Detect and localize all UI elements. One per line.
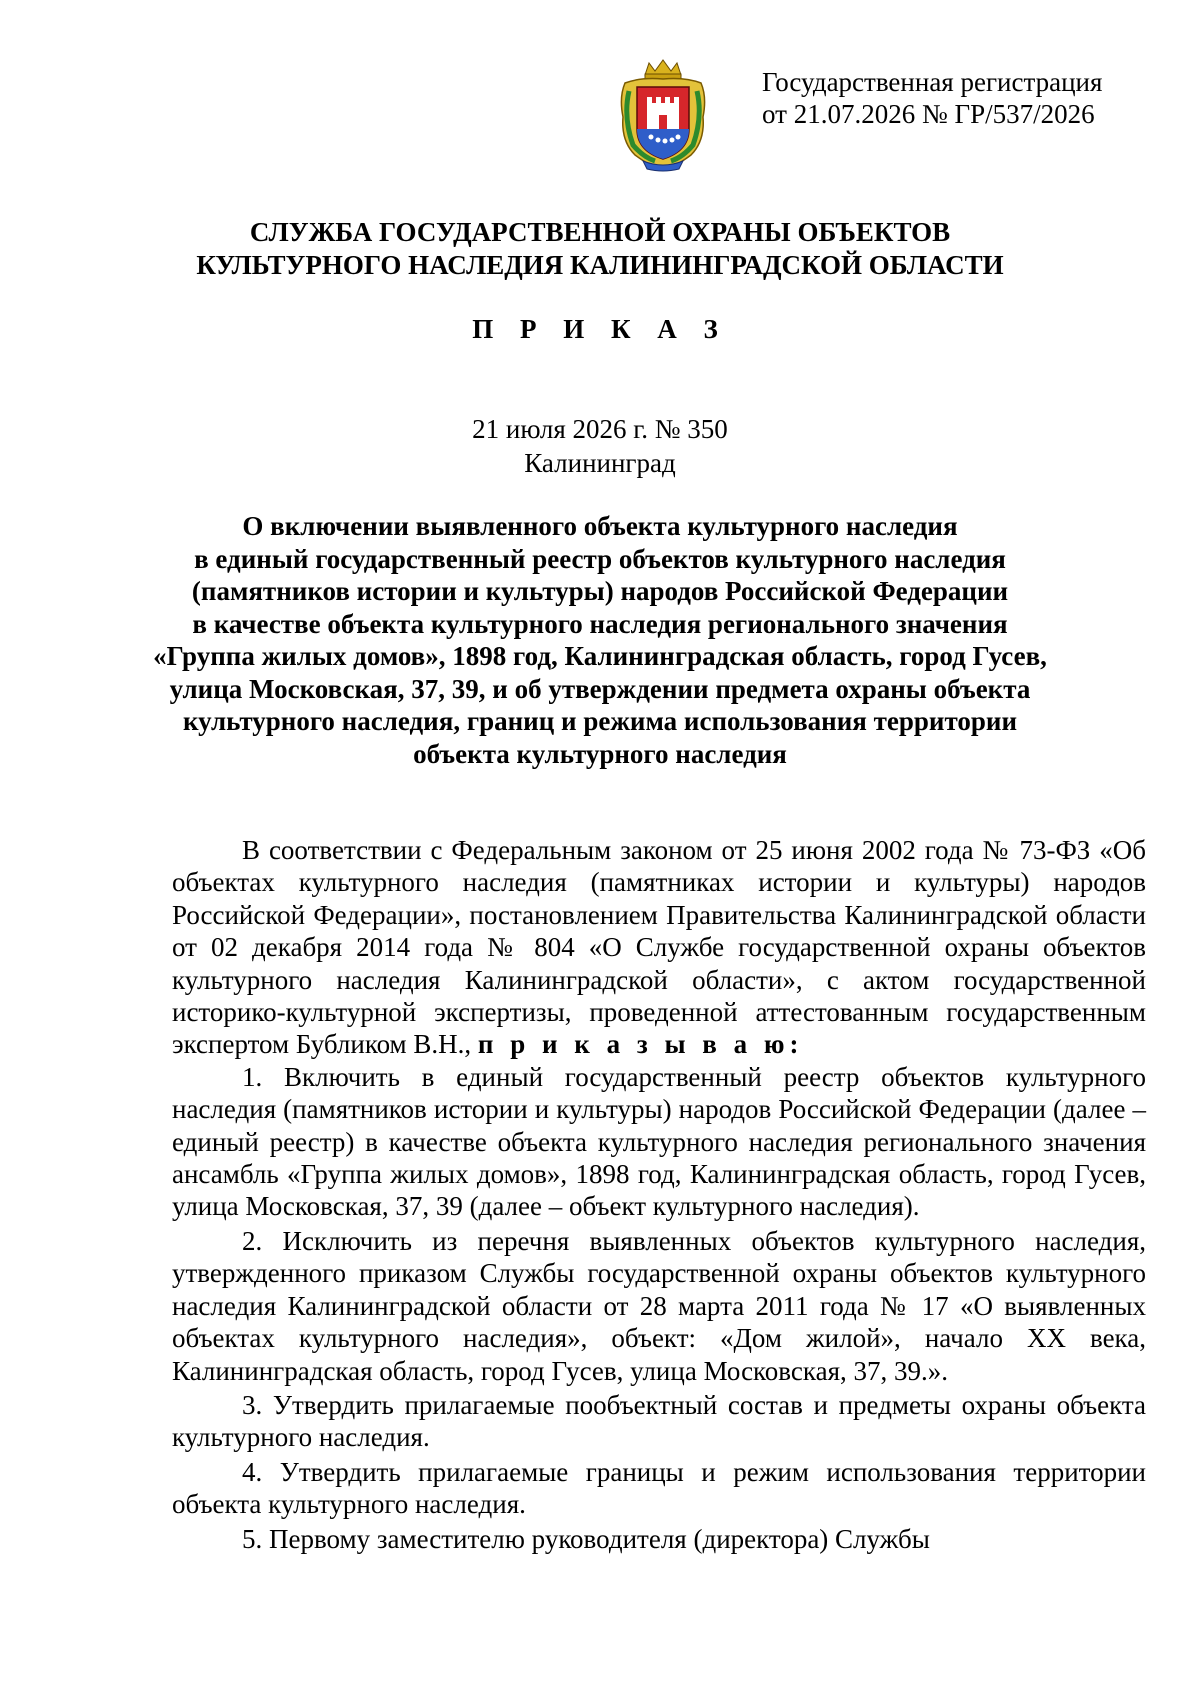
order-word: п р и к а з ы в а ю: [477, 1029, 804, 1060]
title-line: культурного наследия, границ и режима использования территории [182, 706, 1018, 736]
title-line: в качестве объекта культурного наследия регионального значения [192, 608, 1008, 639]
title-line: «Группа жилых домов», 1898 год, Калининградская область, город Гусев, [153, 641, 1047, 671]
order-item-2: 2. Исключить из перечня выявленных объектов культурного наследия, утвержденного приказом Службы государственной охраны объектов культурного наследия Калининградской области от 28 марта 2011 года № 17 «О выявленных объектах культурного наследия», объект: «Дом жилой», начало XX века, Калининградская область, город Гусев, улица Московская, 37, 39.». [172, 1225, 1146, 1386]
registration-stamp [762, 66, 1182, 130]
organization-name-line-1: СЛУЖБА ГОСУДАРСТВЕННОЙ ОХРАНЫ ОБЪЕКТОВ [249, 217, 951, 247]
organization-name [100, 216, 1100, 282]
kaliningrad-coat-of-arms-icon [615, 57, 711, 173]
registration-line-1: Государственная регистрация [762, 67, 1103, 97]
document-type: П Р И К А З [472, 314, 728, 344]
title-line: объекта культурного наследия [413, 738, 787, 769]
order-item-3: 3. Утвердить прилагаемые пообъектный состав и предметы охраны объекта культурного наследия. [172, 1389, 1146, 1453]
order-item-1: 1. Включить в единый государственный реестр объектов культурного наследия (памятников истории и культуры) народов Российской Федерации (далее – единый реестр) в качестве объекта культурного наследия регионального значения ансамбль «Группа жилых домов», 1898 год, Калининградская область, город Гусев, улица Московская, 37, 39 (далее – объект культурного наследия). [172, 1061, 1146, 1222]
order-title [130, 510, 1070, 770]
title-line: О включении выявленного объекта культурного наследия [242, 511, 958, 541]
title-line: в единый государственный реестр объектов культурного наследия [194, 543, 1006, 574]
preamble-paragraph [172, 834, 1146, 1061]
order-item-4: 4. Утвердить прилагаемые границы и режим использования территории объекта культурного наследия. [172, 1456, 1146, 1520]
title-line: (памятников истории и культуры) народов Российской Федерации [191, 576, 1009, 606]
order-body [172, 834, 1146, 1557]
date-and-place [100, 412, 1100, 480]
organization-name-line-2: КУЛЬТУРНОГО НАСЛЕДИЯ КАЛИНИНГРАДСКОЙ ОБЛАСТИ [196, 250, 1004, 280]
title-line: улица Московская, 37, 39, и об утверждении предмета охраны объекта [169, 673, 1031, 704]
registration-line-2: от 21.07.2026 № ГР/537/2026 [762, 99, 1095, 129]
order-city: Калининград [524, 448, 676, 478]
order-item-5: 5. Первому заместителю руководителя (директора) Службы [242, 1523, 930, 1554]
order-date-number: 21 июля 2026 г. № 350 [472, 414, 728, 444]
preamble-text: В соответствии с Федеральным законом от 25 июня 2002 года № 73-ФЗ «Об объектах культурного наследия (памятниках истории и культуры) народов Российской Федерации», постановлением Правительства Калининградской области от 02 декабря 2014 года № 804 «О Службе государственной охраны объектов культурного наследия Калининградской области», с актом государственной историко-культурной экспертизы, проведенной аттестованным государственным экспертом Бубликом В.Н., [172, 835, 1146, 1060]
